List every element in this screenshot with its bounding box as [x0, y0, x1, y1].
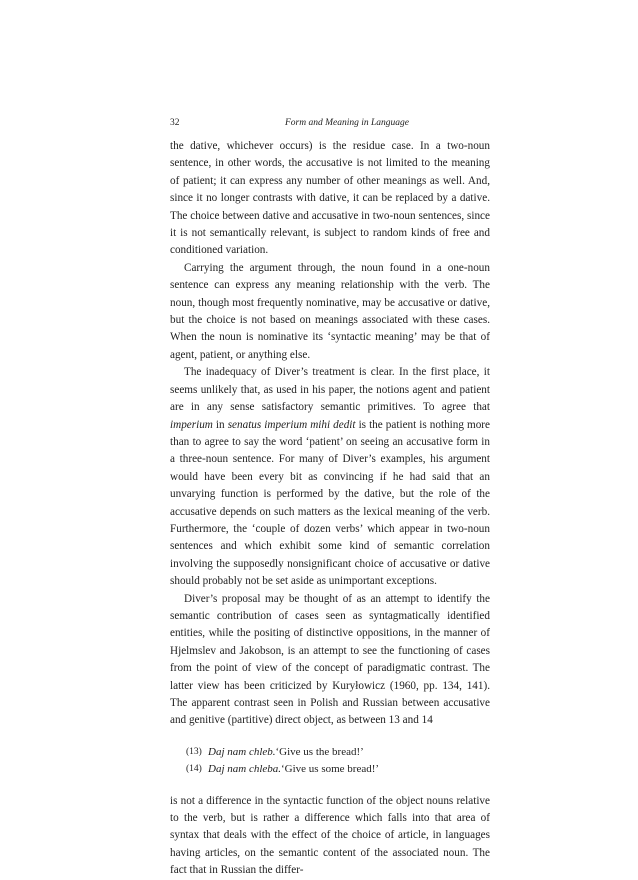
example-13 — [186, 744, 490, 761]
paragraph-3-part-b: in — [212, 418, 228, 431]
example-list — [186, 744, 490, 779]
example-phrase: Daj nam chleba. — [208, 763, 282, 776]
example-gloss: ‘Give us the bread!’ — [275, 745, 364, 758]
running-title: Form and Meaning in Language — [285, 118, 410, 128]
page-number: 32 — [170, 118, 180, 128]
page-header — [170, 118, 490, 132]
example-14 — [186, 761, 490, 778]
paragraph-3-italic-1: imperium — [170, 418, 213, 431]
example-number: (14) — [186, 764, 202, 775]
example-gloss: ‘Give us some bread!’ — [281, 763, 380, 776]
example-content — [206, 761, 379, 778]
example-number: (13) — [186, 746, 202, 757]
paragraph-1: the dative, whichever occurs) is the residue case. In a two-noun sentence, in other words, the accusative is not limited to the meaning of patient; it can express any number of other meanings as well. And, since it no longer contrasts with dative, it can be replaced by a dative. The choice between dative and accusative in two-noun sentences, since it is not semantically relevant, is subject to random kinds of free and conditioned variation. — [170, 140, 490, 257]
paragraph-3-italic-2: senatus imperium mihi dedit — [227, 418, 356, 431]
paragraph-3-part-c: is the patient is nothing more than to agree to say the word ‘patient’ on seeing an accusative form in a three-noun sentence. For many of Diver’s examples, his argument would have been every bit as convincing if he had said that an unvarying function is performed by the dative, but the role of the accusative depends on such matters as the lexical meaning of the verb. Furthermore, the ‘couple of dozen verbs’ which appear in two-noun sentences and which exhibit some kind of semantic correlation involving the supposedly nonsignificant choice of accusative or dative should probably not be set aside as unimportant exceptions. — [170, 418, 490, 588]
example-phrase: Daj nam chleb. — [208, 745, 276, 758]
body-text — [170, 138, 490, 880]
paragraph-3-part-a: The inadequacy of Diver’s treatment is clear. In the first place, it seems unlikely that, as used in his paper, the notions agent and patient are in any sense satisfactory semantic primitives. To agree that — [170, 366, 490, 414]
paragraph-4: Diver’s proposal may be thought of as an attempt to identify the semantic contribution of cases seen as syntagmatically identified entities, while the positing of distinctive oppositions, in the manner of Hjelmslev and Jakobson, is an attempt to see the functioning of cases from the point of view of the concept of paradigmatic contrast. The latter view has been criticized by Kuryłowicz (1960, pp. 134, 141). The apparent contrast seen in Polish and Russian between accusative and genitive (partitive) direct object, as between 13 and 14 — [170, 592, 490, 727]
example-content — [206, 744, 364, 761]
paragraph-5: is not a difference in the syntactic function of the object nouns relative to the verb, but is rather a difference which falls into that area of syntax that deals with the effect of the choice of article, in languages having articles, on the semantic content of the associated noun. The fact that in Russian the differ- — [170, 794, 490, 877]
paragraph-3 — [170, 364, 490, 590]
paragraph-2: Carrying the argument through, the noun found in a one-noun sentence can express any meaning relationship with the verb. The noun, though most frequently nominative, may be accusative or dative, but the choice is not based on meanings associated with these cases. When the noun is nominative its ‘syntactic meaning’ may be that of agent, patient, or anything else. — [170, 261, 490, 361]
